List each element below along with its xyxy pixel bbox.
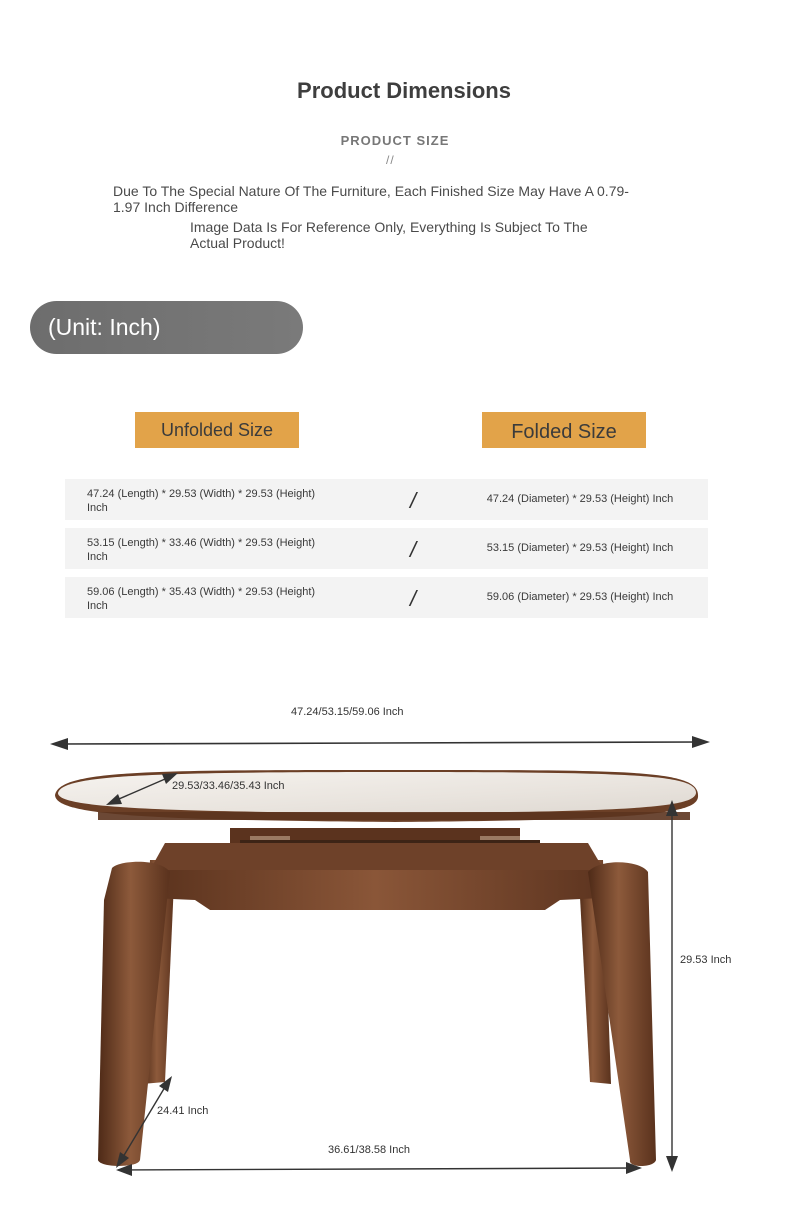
row-separator: / (410, 586, 417, 611)
unit-badge: (Unit: Inch) (30, 301, 303, 354)
unfolded-size-value: 47.24 (Length) * 29.53 (Width) * 29.53 (Height) Inch (87, 488, 316, 514)
folded-size-label: Folded Size (482, 412, 646, 448)
folded-size-value: 59.06 (Diameter) * 29.53 (Height) Inch (486, 591, 674, 603)
base-depth-dimension: 24.41 Inch (157, 1105, 209, 1117)
height-dimension: 29.53 Inch (680, 954, 732, 966)
folded-size-value: 53.15 (Diameter) * 29.53 (Height) Inch (486, 542, 674, 554)
divider-mark: // (386, 153, 395, 167)
tabletop-stone (58, 772, 696, 813)
row-separator: / (410, 537, 417, 562)
section-subtitle: PRODUCT SIZE (340, 133, 450, 148)
top-width-dimension: 29.53/33.46/35.43 Inch (172, 780, 285, 792)
base-length-dimension: 36.61/38.58 Inch (328, 1144, 410, 1156)
size-tolerance-note: Due To The Special Nature Of The Furniture, Each Finished Size May Have A 0.79-1.97 Inch Difference (113, 183, 629, 215)
unfolded-size-label: Unfolded Size (135, 412, 299, 448)
reference-note: Image Data Is For Reference Only, Everything Is Subject To The Actual Product! (190, 219, 588, 251)
folded-size-value: 47.24 (Diameter) * 29.53 (Height) Inch (486, 493, 674, 505)
table-apron (148, 870, 602, 910)
unfolded-size-value: 59.06 (Length) * 35.43 (Width) * 29.53 (Height) Inch (87, 586, 316, 612)
row-separator: / (410, 488, 417, 513)
page-title: Product Dimensions (297, 78, 511, 103)
unfolded-size-value: 53.15 (Length) * 33.46 (Width) * 29.53 (Height) Inch (87, 537, 316, 563)
top-length-dimension: 47.24/53.15/59.06 Inch (291, 706, 404, 718)
